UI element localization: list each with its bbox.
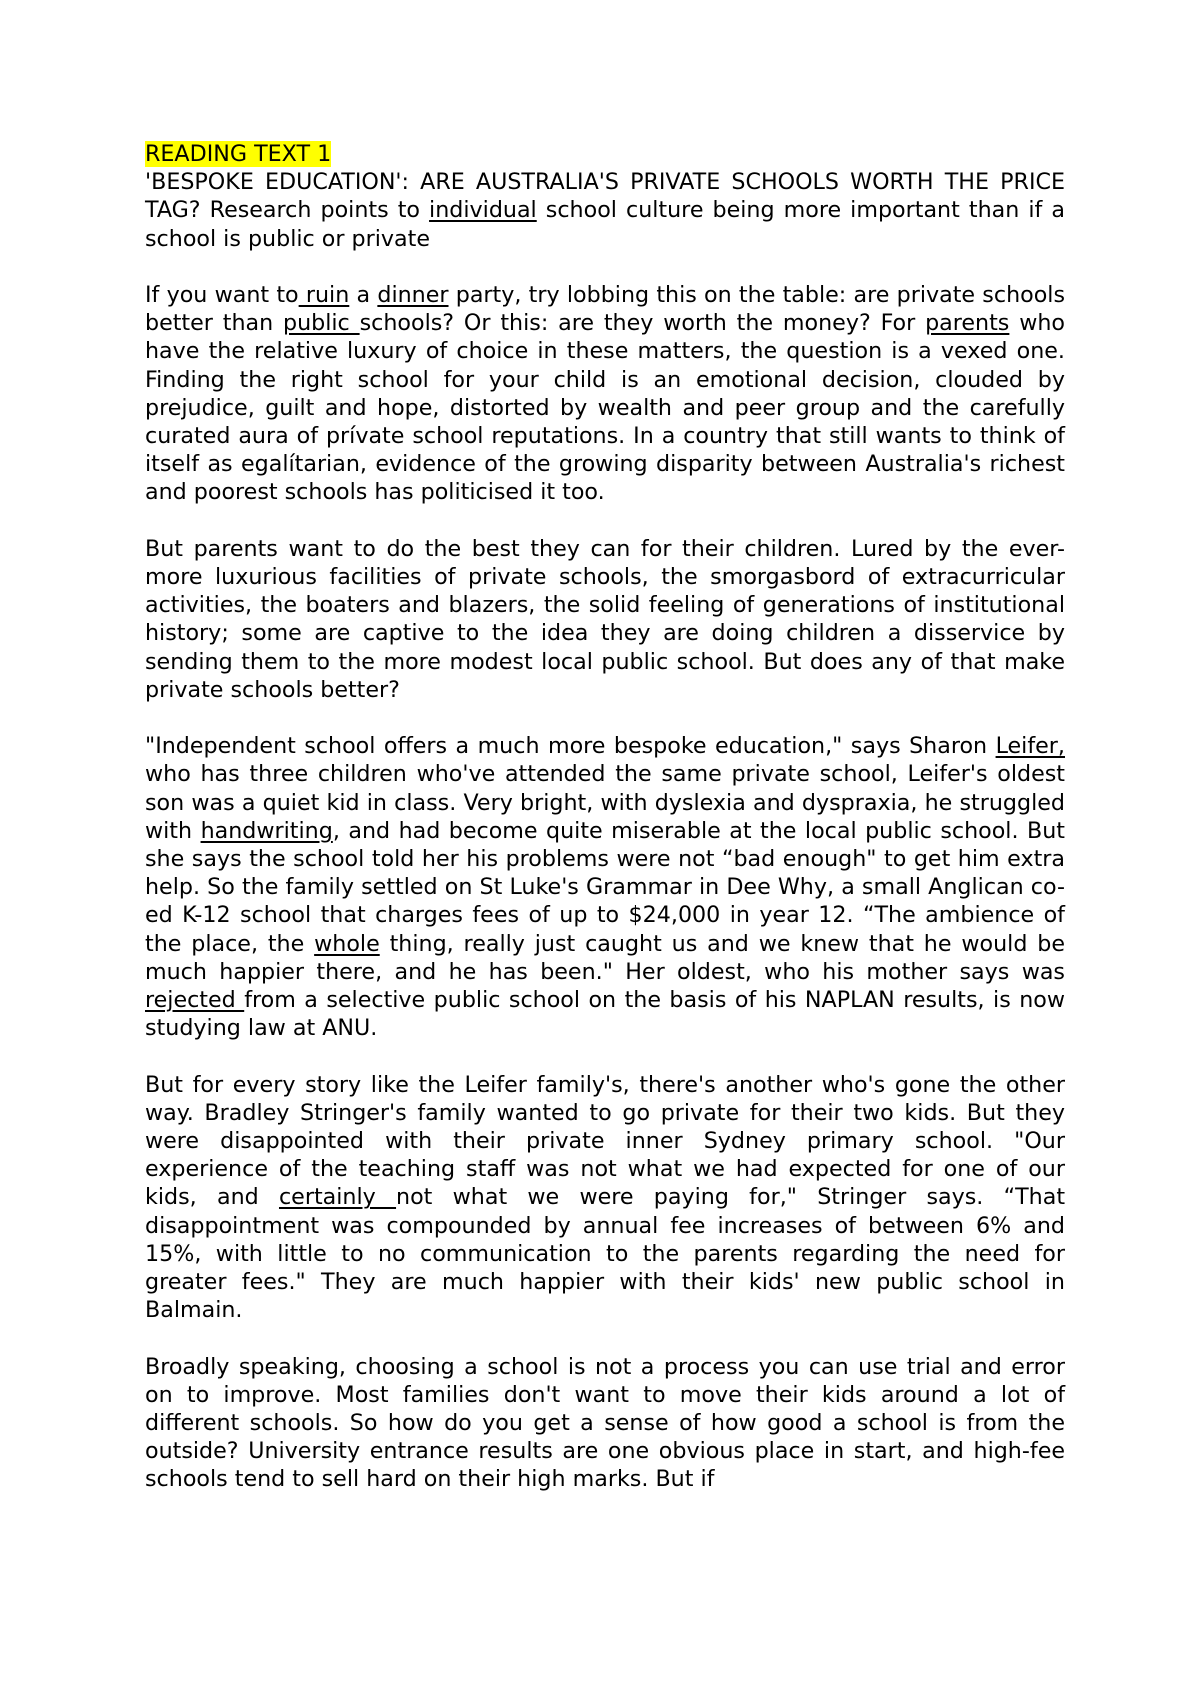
underlined-word-ruin: ruin — [298, 282, 350, 308]
underlined-word-dinner: dinner — [377, 282, 449, 308]
heading-line — [145, 140, 1065, 168]
underlined-word-rejected: rejected — [145, 987, 245, 1014]
p1-text-3: party, try lobbing this on the table: are private schools better than — [145, 282, 1065, 337]
title-text-2: school culture being more important than if a school is public or private — [145, 197, 1065, 252]
paragraph-1 — [145, 281, 1065, 507]
p4-text-1: But for every story like the Leifer family's, there's another who's gone the other way. Bradley Stringer's family wanted to go private for their two kids. But they were disappointed with their private inner Sydney primary school. "Our experience of the teaching staff was not what we had expected for one of our kids, and — [145, 1071, 1065, 1211]
p4-text-2: not what we were paying for," Stringer says. “That disappointment was compounded by annual fee increases of between 6% and 15%, with little to no communication to the parents regarding the need for greater fees." They are much happier with their kids' new public school in Balmain. — [145, 1184, 1066, 1324]
p3-text-3: , and had become quite miserable at the local public school. But she says the school told her his problems were not “bad enough" to get him extra help. So the family settled on St Luke's Grammar in Dee Why, a small Anglican co-ed K-12 school that charges fees of up to $24,000 in year 12. “The ambience of the place, the — [145, 817, 1065, 957]
title-text-1: 'BESPOKE EDUCATION': ARE AUSTRALIA'S PRIVATE SCHOOLS WORTH THE PRICE TAG? Research points to — [145, 169, 1065, 224]
p1-text-2: a — [349, 282, 378, 308]
underlined-word-parents: parents — [925, 310, 1010, 337]
underlined-word-individual: individual — [429, 197, 537, 224]
underlined-word-whole: whole — [314, 930, 380, 957]
underlined-word-public: public — [283, 310, 360, 337]
underlined-word-leifer: Leifer, — [995, 733, 1065, 760]
reading-text-heading: READING TEXT 1 — [145, 141, 332, 167]
p3-text-1: "Independent school offers a much more bespoke education," says Sharon — [145, 733, 996, 760]
p1-text-5: who have the relative luxury of choice in these matters, the question is a vexed one. Finding the right school for your child is an emotional decision, clouded by prejudice, guilt and hope, distorted by wealth and peer group and the carefully curated aura of prívate school reputations. In a country that still wants to think of itself as egalítarian, evidence of the growing disparity between Australia's richest and poorest schools has politicised it too. — [145, 310, 1065, 506]
document-page — [145, 140, 1065, 1522]
paragraph-4 — [145, 1071, 1065, 1325]
p1-text-1: If you want to — [145, 282, 299, 308]
p3-text-4: thing, really just caught us and we knew that he would be much happier there, and he has been." Her oldest, who his mother says was — [145, 930, 1065, 985]
underlined-word-handwriting: handwriting — [200, 817, 333, 844]
paragraph-2: But parents want to do the best they can for their children. Lured by the ever-more luxurious facilities of private schools, the smorgasbord of extracurricular activities, the boaters and blazers, the solid feeling of generations of institutional history; some are captive to the idea they are doing children a disservice by sending them to the more modest local public school. But does any of that make private schools better? — [145, 535, 1065, 703]
p1-text-4: schools? Or this: are they worth the money? For — [359, 310, 926, 337]
p3-text-5: from a selective public school on the basis of his NAPLAN results, is now studying law at ANU. — [145, 987, 1065, 1042]
paragraph-3 — [145, 732, 1065, 1042]
paragraph-5: Broadly speaking, choosing a school is not a process you can use trial and error on to improve. Most families don't want to move their kids around a lot of different schools. So how do you get a sense of how good a school is from the outside? University entrance results are one obvious place in start, and high-fee schools tend to sell hard on their high marks. But if — [145, 1353, 1065, 1493]
p3-text-2: who has three children who've attended the same private school, Leifer's oldest son was a quiet kid in class. Very bright, with dyslexia and dyspraxia, he struggled with — [145, 761, 1065, 844]
article-title — [145, 168, 1065, 253]
underlined-word-certainly: certainly — [278, 1184, 397, 1211]
